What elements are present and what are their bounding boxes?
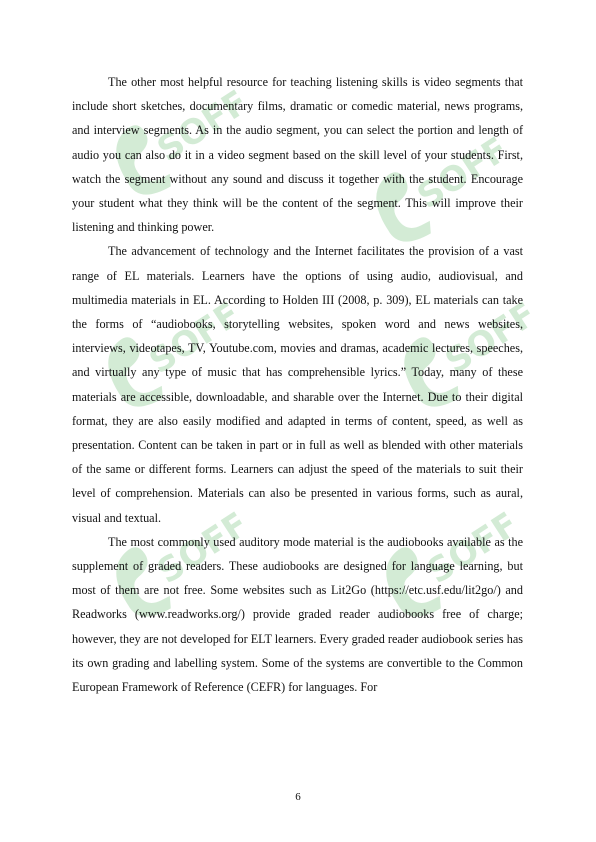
- svg-text:SOFF: SOFF: [438, 294, 544, 383]
- svg-text:SOFF: SOFF: [150, 504, 256, 593]
- page-number: 6: [295, 791, 301, 803]
- svg-text:SOFF: SOFF: [420, 504, 526, 593]
- svg-text:SOFF: SOFF: [410, 129, 516, 218]
- body-text: [72, 70, 523, 699]
- paragraph: The most commonly used auditory mode material is the audiobooks available as the supplement of graded readers. These audiobooks are designed for language learning, but most of them are not free. Some websites such as Lit2Go (https://etc.usf.edu/lit2go/) and Readworks (www.readworks.org/) provide graded reader audiobooks free of charge; however, they are not developed for ELT learners. Every graded reader audiobook series has its own grading and labelling system. Some of the systems are convertible to the Common European Framework of Reference (CEFR) for languages. For: [72, 534, 523, 695]
- svg-text:SOFF: SOFF: [142, 294, 248, 383]
- svg-text:SOFF: SOFF: [150, 82, 256, 171]
- paragraph: The other most helpful resource for teaching listening skills is video segments that include short sketches, documentary films, dramatic or comedic material, news programs, and interview segments. As in the audio segment, you can select the portion and length of audio you can also do it in a video segment based on the skill level of your students. First, watch the segment without any sound and discuss it together with the student. Encourage your student what they think will be the content of the segment. This will improve their listening and thinking power.: [72, 75, 523, 235]
- paragraph: The advancement of technology and the Internet facilitates the provision of a vast range of EL materials. Learners have the options of using audio, audiovisual, and multimedia materials in EL. According to Holden III (2008, p. 309), EL materials can take the forms of “audiobooks, storytelling websites, spoken word and news websites, interviews, videotapes, TV, Youtube.com, movies and dramas, academic lectures, speeches, and virtually any type of music that has comprehensible lyrics.” Today, many of these materials are accessible, downloadable, and sharable over the Internet. Due to their digital format, they are also easily modified and adapted in terms of content, speed, as well as presentation. Content can be taken in part or in full as well as blended with other materials of the same or different forms. Learners can adjust the speed of the materials to suit their level of comprehension. Materials can also be presented in various forms, such as aural, visual and textual.: [72, 244, 523, 525]
